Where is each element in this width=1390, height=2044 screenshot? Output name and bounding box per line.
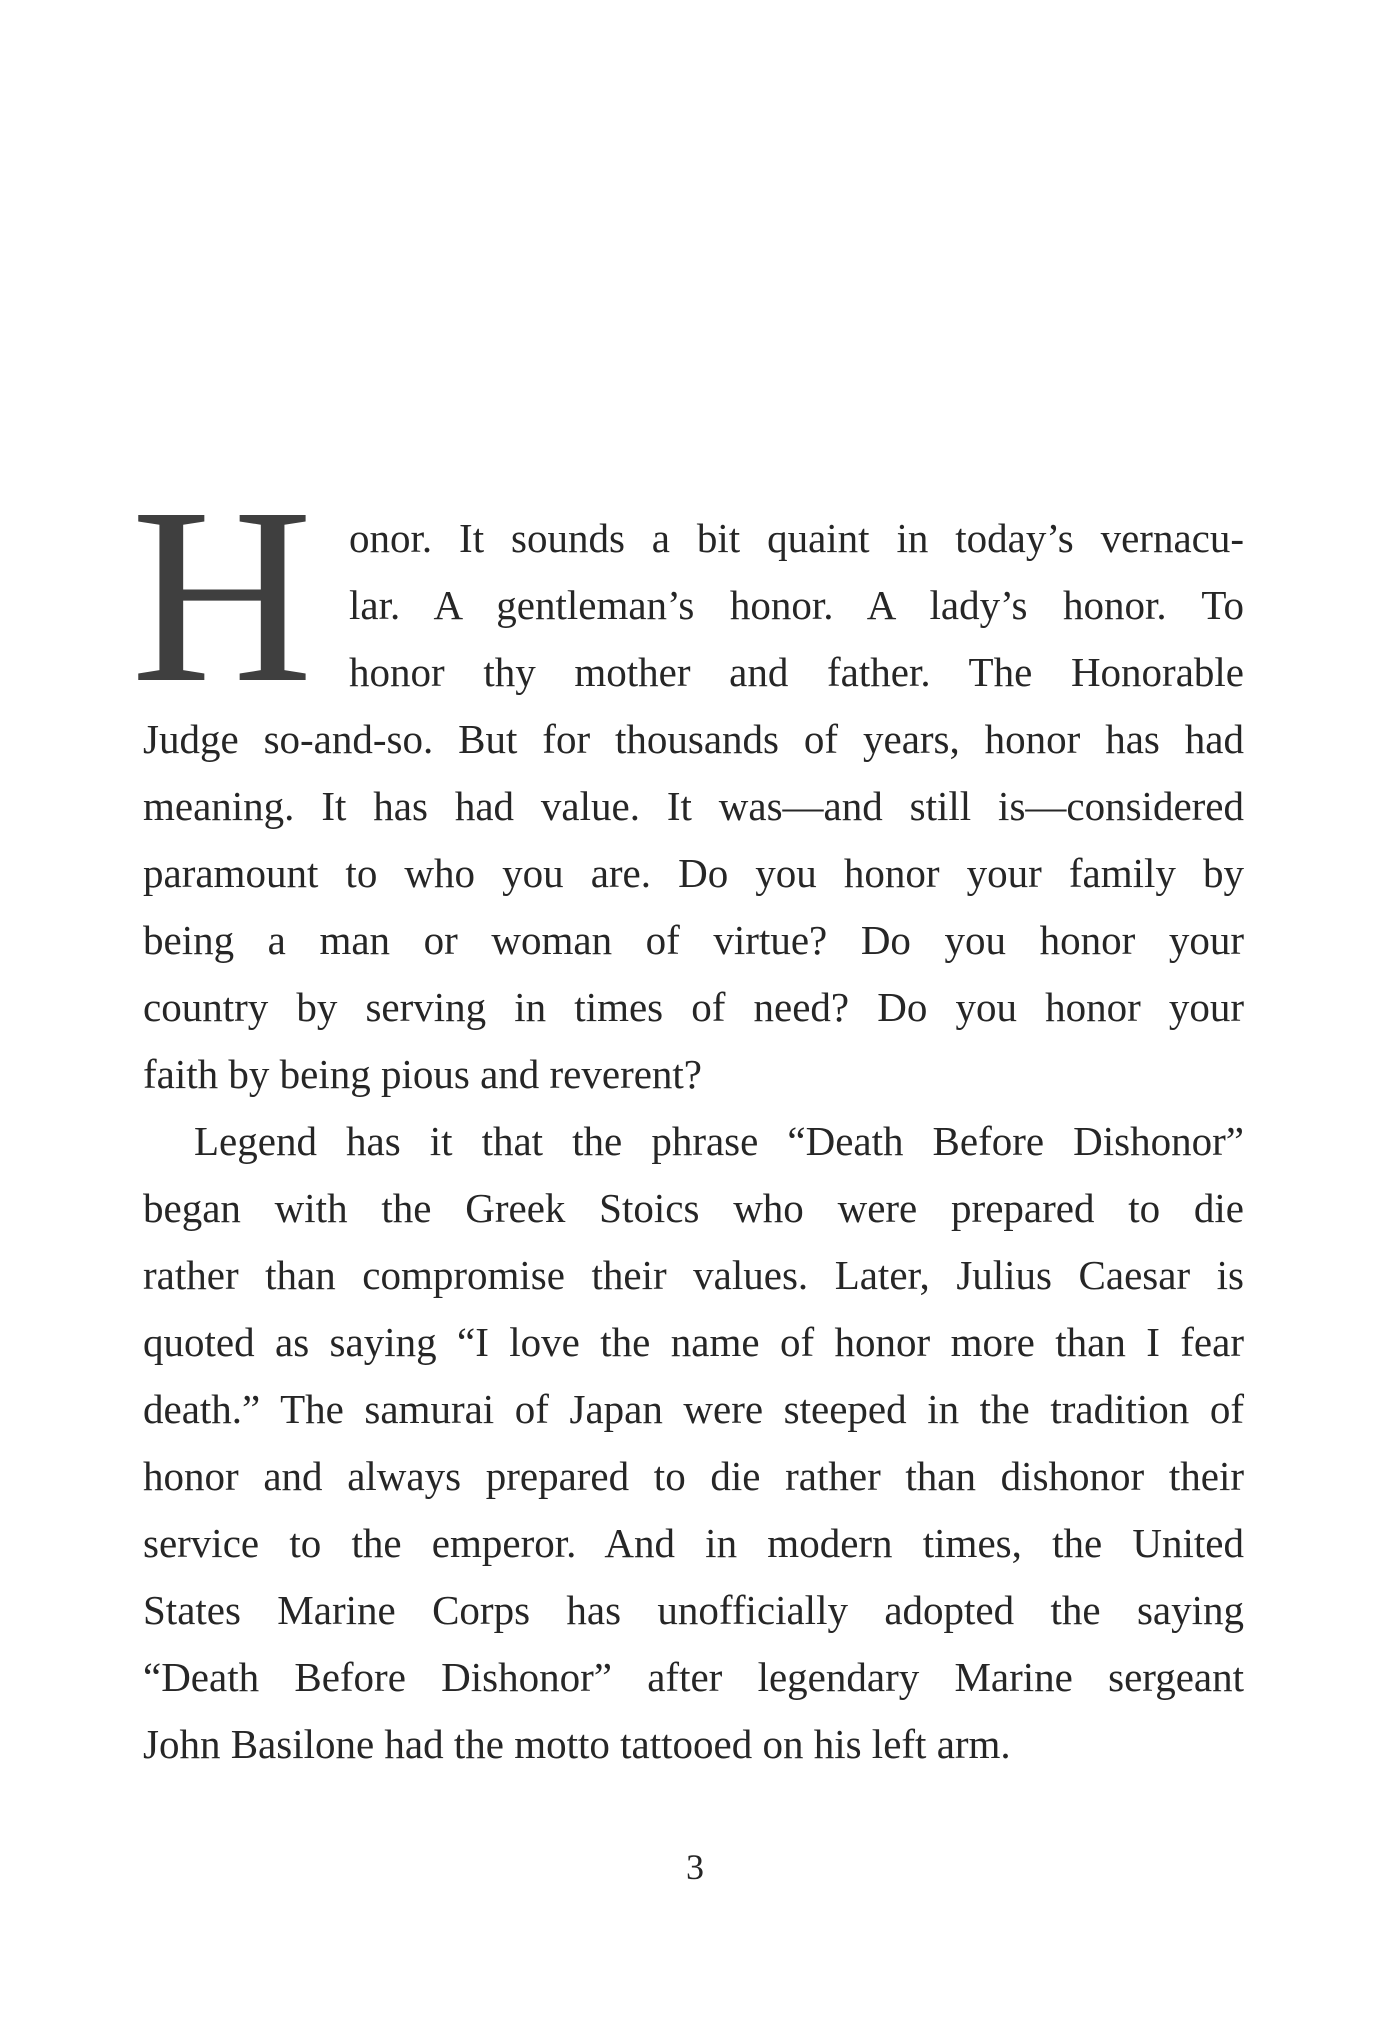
text-line: faith by being pious and reverent?: [143, 1051, 703, 1097]
paragraph-1: [143, 706, 1244, 1108]
text-line: States Marine Corps has unofficially adopted the saying: [143, 1587, 1244, 1633]
text-line: being a man or woman of virtue? Do you honor your: [143, 917, 1244, 963]
drop-cap: H: [131, 455, 313, 735]
text-line: Legend has it that the phrase “Death Before Dishonor”: [194, 1118, 1244, 1164]
text-line: death.” The samurai of Japan were steeped in the tradition of: [143, 1386, 1244, 1432]
text-line: honor thy mother and father. The Honorable: [349, 649, 1244, 695]
text-line: lar. A gentleman’s honor. A lady’s honor. To: [349, 582, 1244, 628]
text-line: began with the Greek Stoics who were prepared to die: [143, 1185, 1244, 1231]
text-line: “Death Before Dishonor” after legendary Marine sergeant: [143, 1654, 1244, 1700]
body-text: [131, 455, 1244, 1778]
paragraph-2: [143, 1108, 1244, 1778]
text-line: paramount to who you are. Do you honor your family by: [143, 850, 1244, 896]
text-line: honor and always prepared to die rather than dishonor their: [143, 1453, 1244, 1499]
text-line: meaning. It has had value. It was—and still is—considered: [143, 783, 1244, 829]
text-line: rather than compromise their values. Later, Julius Caesar is: [143, 1252, 1244, 1298]
paragraph-1-dropcap-lines: [349, 505, 1244, 706]
text-line: Judge so-and-so. But for thousands of years, honor has had: [143, 716, 1244, 762]
text-line: John Basilone had the motto tattooed on his left arm.: [143, 1721, 1011, 1767]
text-line: onor. It sounds a bit quaint in today’s vernacu-: [349, 515, 1244, 561]
text-line: service to the emperor. And in modern times, the United: [143, 1520, 1244, 1566]
page-number: 3: [686, 1847, 704, 1887]
text-line: country by serving in times of need? Do you honor your: [143, 984, 1244, 1030]
text-line: quoted as saying “I love the name of honor more than I fear: [143, 1319, 1244, 1365]
